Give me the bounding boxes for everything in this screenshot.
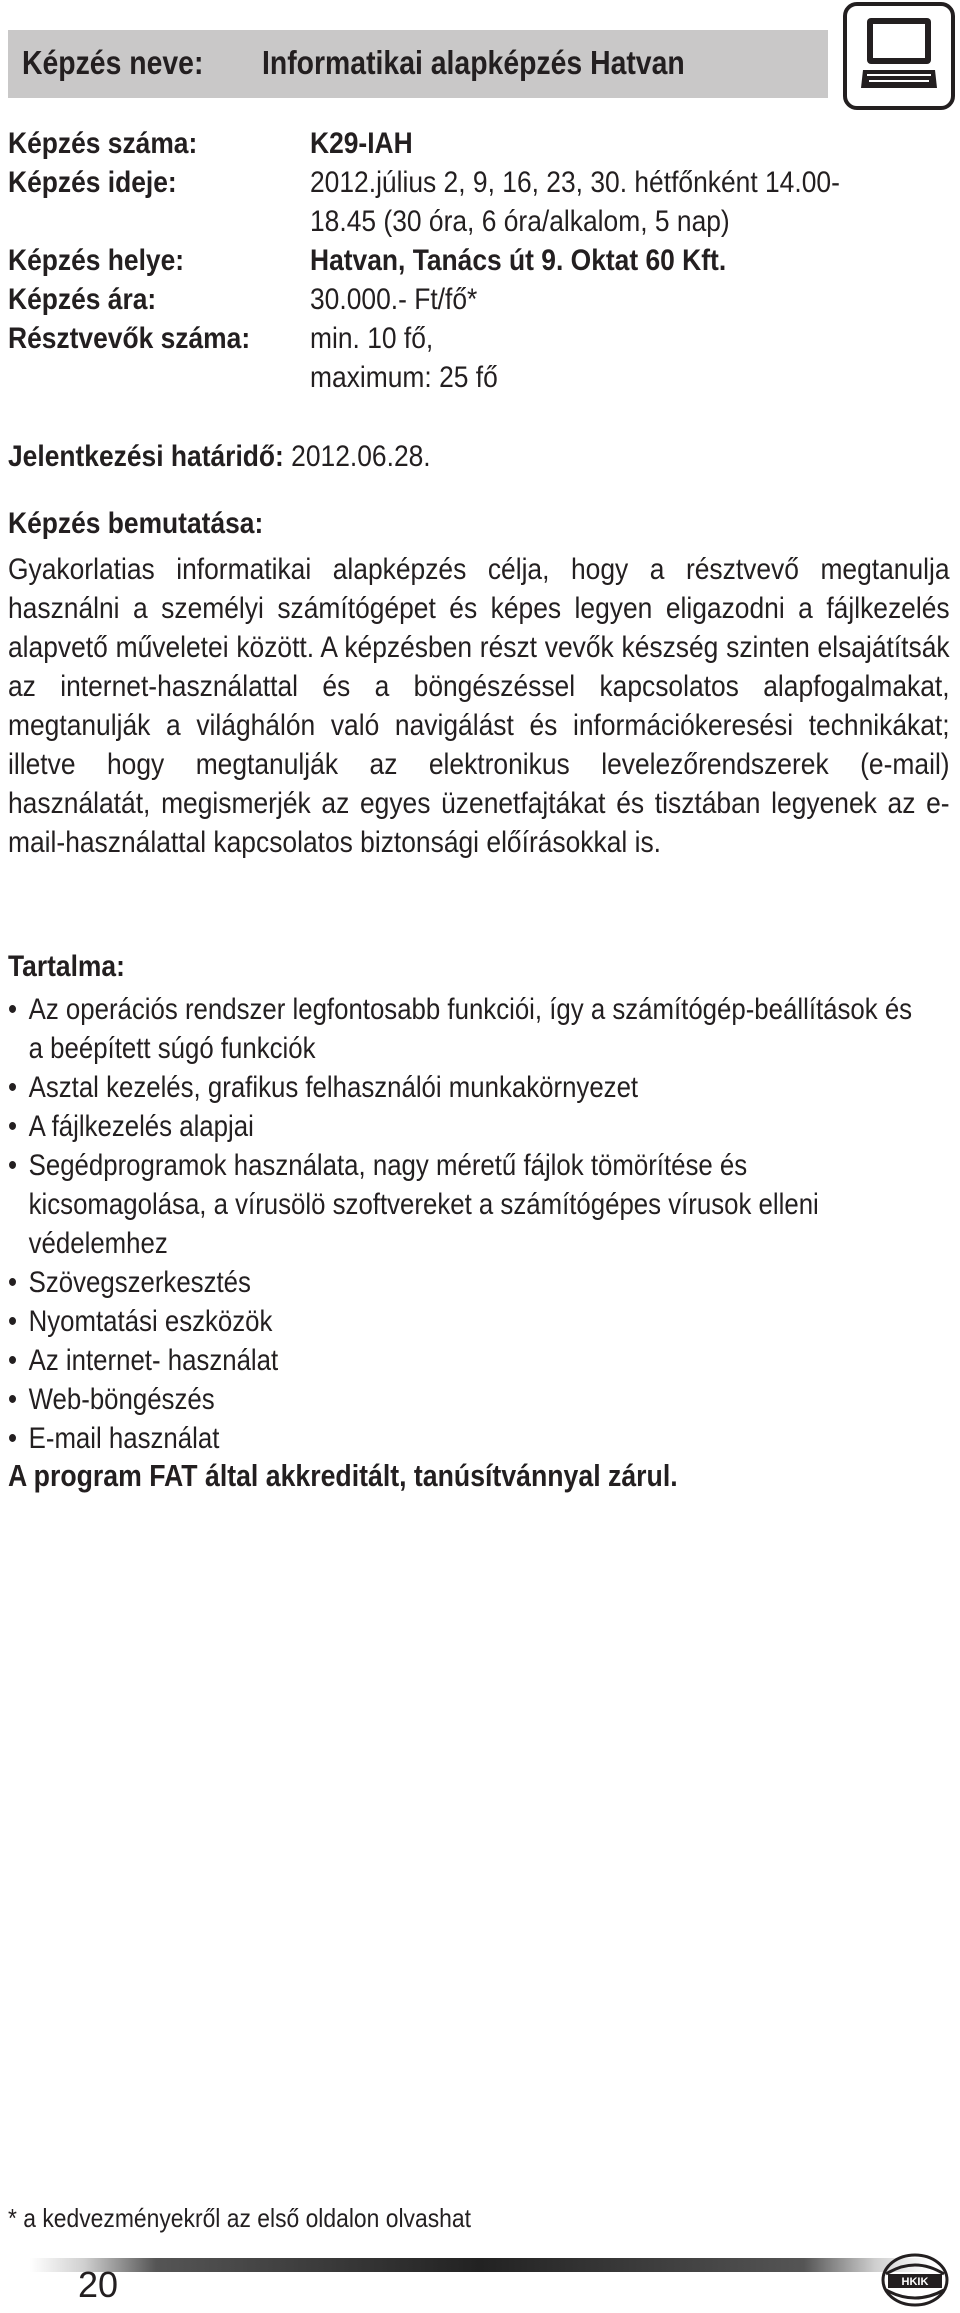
info-row-time (8, 163, 948, 202)
course-number-label: Képzés száma: (8, 127, 198, 160)
participants-label: Résztvevők száma: (8, 322, 251, 355)
page-number: 20 (78, 2264, 119, 2305)
course-name-label: Képzés neve: (22, 44, 204, 81)
course-time-value-line2: 18.45 (30 óra, 6 óra/alkalom, 5 nap) (310, 205, 730, 238)
course-time-label: Képzés ideje: (8, 166, 177, 199)
list-item: • E-mail használat (8, 1422, 220, 1455)
list-item-text: E-mail használat (28, 1422, 220, 1455)
course-price-value: 30.000.- Ft/fő* (310, 283, 478, 316)
list-item-text: Szövegszerkesztés (28, 1266, 251, 1299)
application-deadline (8, 440, 431, 474)
list-item-text: Nyomtatási eszközök (28, 1305, 273, 1338)
list-item: • Web-böngészés (8, 1383, 215, 1416)
accreditation-note: A program FAT által akkreditált, tanúsítvánnyal zárul. (8, 1458, 678, 1493)
list-item-text: A fájlkezelés alapjai (28, 1110, 254, 1143)
course-place-label: Képzés helye: (8, 244, 185, 277)
participants-value-line2: maximum: 25 fő (310, 361, 498, 394)
description-heading: Képzés bemutatása: (8, 507, 264, 540)
info-row-number (8, 124, 948, 163)
list-item-text: Az operációs rendszer legfontosabb funkciói, így a számítógép-beállítások és a beépített súgó funkciók (28, 993, 913, 1065)
list-item: • Szövegszerkesztés (8, 1266, 251, 1299)
footnote: * a kedvezményekről az első oldalon olvashat (8, 2203, 471, 2233)
list-item: • Az operációs rendszer legfontosabb funkciói, így a számítógép-beállítások és a beépített súgó funkciók (8, 993, 913, 1065)
deadline-value: 2012.06.28. (291, 440, 431, 473)
list-item-text: Segédprogramok használata, nagy méretű fájlok tömörítése és kicsomagolása, a vírusölö szoftvereket a számítógépes vírusok elleni védelemhez (28, 1149, 819, 1260)
course-info (8, 124, 948, 397)
course-price-label: Képzés ára: (8, 283, 157, 316)
course-title-bar (8, 30, 828, 98)
list-item-text: Asztal kezelés, grafikus felhasználói munkakörnyezet (28, 1071, 639, 1104)
info-row-place (8, 241, 948, 280)
logo-text: HKIK (901, 2276, 929, 2288)
participants-value-line1: min. 10 fő, (310, 322, 434, 355)
course-number-value: K29-IAH (310, 127, 413, 160)
deadline-label: Jelentkezési határidő: (8, 440, 284, 473)
list-item: • Asztal kezelés, grafikus felhasználói munkakörnyezet (8, 1071, 639, 1104)
footer-bar (30, 2258, 930, 2272)
list-item: • Az internet- használat (8, 1344, 279, 1377)
info-row-participants (8, 319, 948, 358)
list-item-text: Az internet- használat (28, 1344, 279, 1377)
contents-heading: Tartalma: (8, 950, 125, 983)
contents-list (8, 990, 928, 1458)
info-row-participants-cont (8, 358, 948, 397)
course-time-value-line1: 2012.július 2, 9, 16, 23, 30. hétfőnként 14.00- (310, 166, 840, 199)
info-row-price (8, 280, 948, 319)
list-item: • Segédprogramok használata, nagy méretű fájlok tömörítése és kicsomagolása, a vírusölö szoftvereket a számítógépes vírusok elleni védelemhez (8, 1149, 819, 1260)
list-item: • A fájlkezelés alapjai (8, 1110, 254, 1143)
course-name-value: Informatikai alapképzés Hatvan (262, 44, 685, 81)
hkik-logo-icon (880, 2252, 950, 2313)
info-row-time-cont (8, 202, 948, 241)
laptop-icon (843, 2, 955, 110)
course-place-value: Hatvan, Tanács út 9. Oktat 60 Kft. (310, 244, 727, 277)
list-item: • Nyomtatási eszközök (8, 1305, 273, 1338)
list-item-text: Web-böngészés (28, 1383, 215, 1416)
description-text: Gyakorlatias informatikai alapképzés célja, hogy a résztvevő megtanulja használni a személyi számítógépet és képes legyen eligazodni a fájlkezelés alapvető műveletei között. A képzésben részt vevők készség szinten elsajátítsák az internet-használattal és a böngészéssel kapcsolatos alapfogalmakat, megtanulják a világhálón való navigálást és információkeresési technikákat; illetve hogy megtanulják az elektronikus levelezőrendszerek (e-mail) használatát, megismerjék az egyes üzenetfajtákat és tisztában legyenek az e-mail-használattal kapcsolatos biztonsági előírásokkal is. (8, 553, 950, 859)
